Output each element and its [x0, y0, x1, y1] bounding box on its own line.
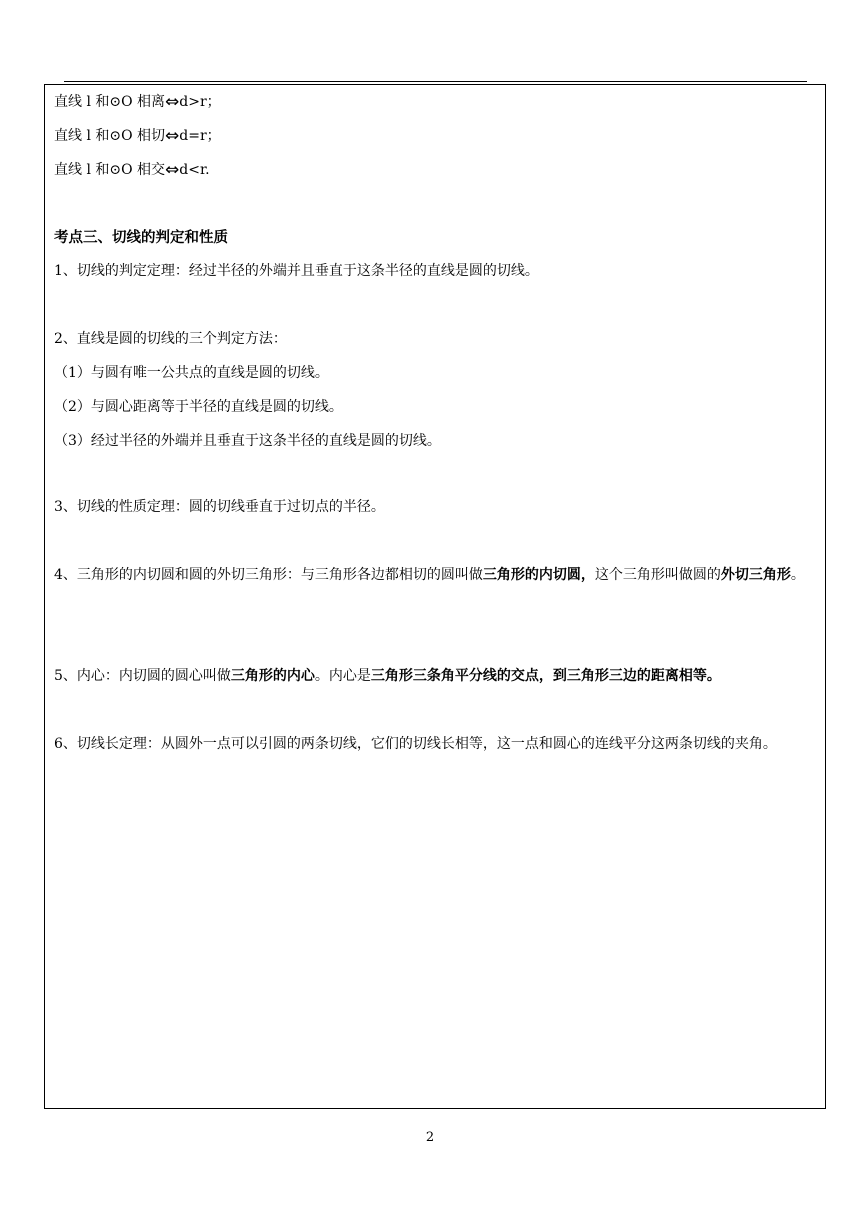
relation-separate — [54, 92, 221, 112]
text: 4、三角形的内切圆和圆的外切三角形：与三角形各边都相切的圆叫做 — [54, 567, 483, 583]
text: 。 — [790, 567, 805, 583]
text: 。内心是 — [314, 668, 371, 684]
relation-text: 直线 l 和⊙O 相交 — [54, 162, 166, 178]
relation-text: 直线 l 和⊙O 相离 — [54, 94, 166, 110]
item-2-method-3: （3）经过半径的外端并且垂直于这条半径的直线是圆的切线。 — [54, 433, 441, 449]
item-2-method-1: （1）与圆有唯一公共点的直线是圆的切线。 — [54, 365, 329, 381]
term-incircle: 三角形的内切圆， — [482, 567, 595, 583]
relation-text: 直线 l 和⊙O 相切 — [54, 128, 166, 144]
term-incenter: 三角形的内心 — [230, 668, 315, 684]
equivalence-symbol: ⇔ — [165, 126, 180, 146]
item-3-property-theorem: 3、切线的性质定理：圆的切线垂直于过切点的半径。 — [54, 499, 385, 515]
relation-condition: d>r； — [179, 94, 221, 110]
relation-intersect — [54, 160, 210, 180]
text: 这个三角形叫做圆的 — [594, 567, 721, 583]
section-title: 考点三、切线的判定和性质 — [54, 230, 228, 246]
item-6-tangent-length-theorem: 6、切线长定理：从圆外一点可以引圆的两条切线，它们的切线长相等，这一点和圆心的连线平分这两条切线的夹角。 — [54, 736, 777, 752]
item-2-title: 2、直线是圆的切线的三个判定方法： — [54, 331, 287, 347]
relation-condition: d=r； — [179, 128, 221, 144]
relation-condition: d<r. — [179, 162, 210, 178]
term-incenter-property: 三角形三条角平分线的交点，到三角形三边的距离相等。 — [370, 668, 721, 684]
text: 5、内心：内切圆的圆心叫做 — [54, 668, 231, 684]
item-1-judgement-theorem: 1、切线的判定定理：经过半径的外端并且垂直于这条半径的直线是圆的切线。 — [54, 263, 539, 279]
equivalence-symbol: ⇔ — [165, 92, 180, 112]
content-frame — [44, 84, 826, 1109]
relation-tangent — [54, 126, 221, 146]
term-circumscribed-triangle: 外切三角形 — [720, 567, 791, 583]
item-5-incenter — [54, 666, 721, 686]
page-number: 2 — [425, 1130, 435, 1145]
item-2-method-2: （2）与圆心距离等于半径的直线是圆的切线。 — [54, 399, 343, 415]
equivalence-symbol: ⇔ — [165, 160, 180, 180]
header-rule — [64, 81, 807, 82]
item-4-incircle — [54, 559, 819, 592]
